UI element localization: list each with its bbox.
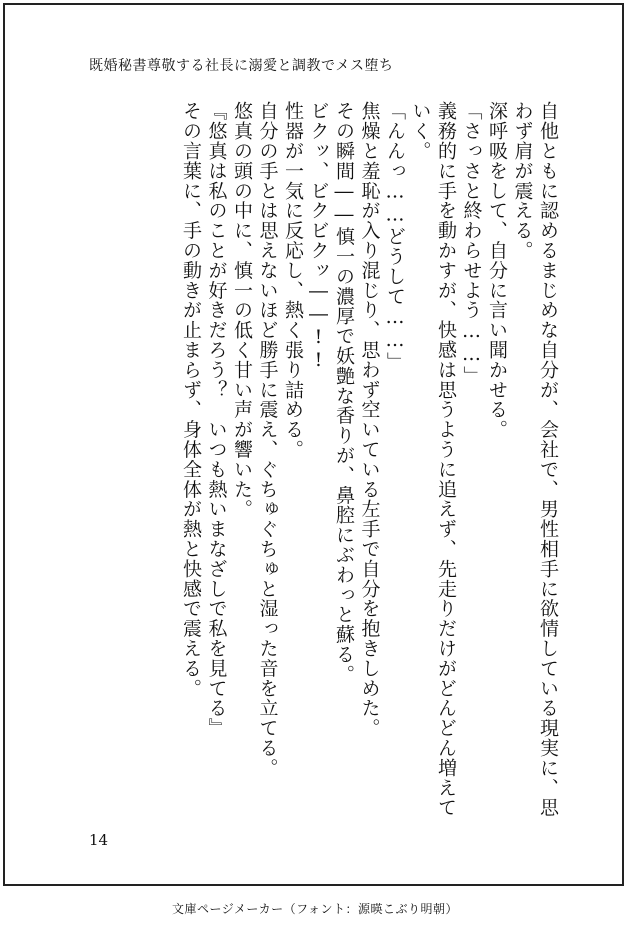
paragraph: 焦燥と羞恥が入り混じり、思わず空いている左手で自分を抱きしめた。 bbox=[358, 101, 381, 738]
paragraph: 『悠真は私のことが好きだろう？ いつも熱いまなざしで私を見てる』 bbox=[205, 101, 228, 738]
page-frame bbox=[3, 3, 624, 886]
running-head: 既婚秘書尊敬する社長に溺愛と調教でメス堕ち bbox=[89, 58, 394, 74]
paragraph: 「さっさと終わらせよう……」 bbox=[460, 101, 483, 386]
paragraph: 深呼吸をして、自分に言い聞かせる。 bbox=[486, 101, 508, 440]
paragraph: 義務的に手を動かすが、快感は思うように追えず、先走りだけがどんどん増えていく。 bbox=[409, 101, 457, 818]
page-number: 14 bbox=[89, 831, 109, 849]
paragraph: 性器が一気に反応し、熱く張り詰める。 bbox=[282, 101, 304, 460]
paragraph: その言葉に、手の動きが止まらず、身体全体が熱と快感で震える。 bbox=[180, 101, 202, 698]
body-text bbox=[178, 101, 561, 821]
paragraph: ビクッ、ビクビクッ――!! bbox=[307, 101, 330, 372]
paragraph: その瞬間――慎一の濃厚で妖艶な香りが、鼻腔にぶわっと蘇る。 bbox=[333, 101, 355, 685]
footer-caption: 文庫ページメーカー（フォント：源暎こぶり明朝） bbox=[171, 902, 459, 916]
paragraph: 自分の手とは思えないほど勝手に震え、ぐちゅぐちゅと湿った音を立てる。 bbox=[256, 101, 279, 778]
paragraph: 自他ともに認めるまじめな自分が、会社で、男性相手に欲情している現実に、思わず肩が震える。 bbox=[511, 101, 559, 818]
paragraph: 悠真の頭の中に、慎一の低く甘い声が響いた。 bbox=[231, 101, 253, 519]
paragraph: 「んんっ……どうして……」 bbox=[384, 101, 406, 372]
